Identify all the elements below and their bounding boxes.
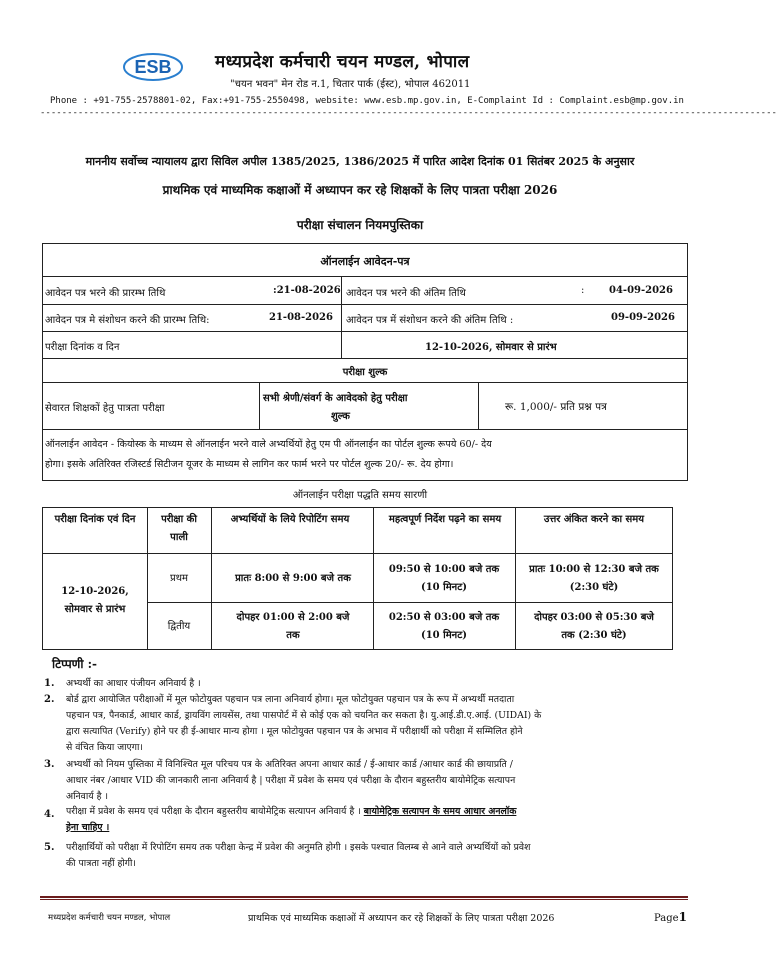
note-item xyxy=(66,804,686,836)
notes-title: टिप्पणी :- xyxy=(52,657,98,671)
fee-category-line1: सभी श्रेणी/संवर्ग के आवेदको हेतु परीक्षा xyxy=(263,393,408,404)
reporting-second-2: तक xyxy=(286,630,300,641)
portal-fee-note-line2: होगा। इसके अतिरिक्त रजिस्टर्ड सिटीजन यूजर के माध्यम से लागिन कर फार्म भरने पर पोर्टल शुल्क 20/- रू. देय होगा। xyxy=(45,459,454,470)
note-line: आधार नंबर /आधार VID की जानकारी लाना अनिवार्य है | परीक्षा में प्रवेश के समय एवं परीक्षा के दौरान बहुस्तरीय बायोमेट्रिक सत्यापन xyxy=(66,775,516,786)
online-form-table xyxy=(42,243,688,481)
portal-fee-note-line1: ऑनलाईन आवेदन - कियोस्क के माध्यम से ऑनलाईन भरने वाले अभ्यर्थियों हेतु एम पी ऑनलाईन का पोर्टल शुल्क रूपये 60/- देय xyxy=(45,439,492,450)
footer-rule-thin xyxy=(40,899,688,900)
fee-exam-label: सेवारत शिक्षकों हेतु पात्रता परीक्षा xyxy=(45,403,165,414)
note-number: 1. xyxy=(44,678,55,689)
fee-amount: रू. 1,000/- प्रति प्रश्न पत्र xyxy=(505,401,607,413)
exam-title: प्राथमिक एवं माध्यमिक कक्षाओं में अध्यापन कर रहे शिक्षकों के लिए पात्रता परीक्षा 2026 xyxy=(162,183,558,197)
logo-text: ESB xyxy=(134,57,172,77)
note-line: की पात्रता नहीं होगी। xyxy=(66,858,136,869)
reporting-second: दोपहर 01:00 से 2:00 बजे xyxy=(236,612,350,623)
start-date-label: आवेदन पत्र भरने की प्रारम्भ तिथि xyxy=(45,288,166,299)
header-instruction-time: महत्वपूर्ण निर्देश पढ़ने का समय xyxy=(388,514,502,525)
online-form-title: ऑनलाईन आवेदन-पत्र xyxy=(320,255,410,268)
note-line: पहचान पत्र, पैनकार्ड, आधार कार्ड, ड्रायविंग लायसेंस, तथा पासपोर्ट में से कोई एक को चयनित कर सकता है। यु.आई.डी.ए.आई. (UIDAI) के xyxy=(66,710,542,721)
note-item xyxy=(66,676,686,692)
last-date-value: 04-09-2026 xyxy=(609,285,673,296)
header-shift: परीक्षा की पाली xyxy=(161,514,197,543)
last-date-label: आवेदन पत्र भरने की अंतिम तिथि xyxy=(346,288,466,299)
instructions-first-duration: (10 मिनट) xyxy=(420,582,468,593)
esb-logo xyxy=(122,52,184,82)
answer-second: दोपहर 03:00 से 05:30 बजे xyxy=(534,612,654,623)
exam-date-value: 12-10-2026, सोमवार से प्रारंभ xyxy=(425,342,557,353)
schedule-day: सोमवार से प्रारंभ xyxy=(64,604,126,615)
start-date-value: :21-08-2026 xyxy=(273,285,341,296)
schedule-caption: ऑनलाईन परीक्षा पद्धति समय सारणी xyxy=(292,490,428,501)
note-item xyxy=(66,692,686,756)
org-title: मध्यप्रदेश कर्मचारी चयन मण्डल, भोपाल xyxy=(215,52,470,72)
note-item xyxy=(66,840,686,872)
fee-category-line2: शुल्क xyxy=(331,411,350,422)
header-reporting-time: अभ्यर्थियों के लिये रिपोटिंग समय xyxy=(230,514,350,525)
shift-second: द्वितीय xyxy=(167,621,191,632)
page-label: Page xyxy=(654,913,679,924)
instructions-first: 09:50 से 10:00 बजे तक xyxy=(388,564,500,575)
reporting-first: प्रातः 8:00 से 9:00 बजे तक xyxy=(235,573,351,584)
court-order-heading: माननीय सर्वोच्च न्यायालय द्वारा सिविल अपील 1385/2025, 1386/2025 में पारित आदेश दिनांक 01 सितंबर 2025 के अनुसार xyxy=(85,155,635,168)
footer-exam-title: प्राथमिक एवं माध्यमिक कक्षाओं में अध्यापन कर रहे शिक्षकों के लिए पात्रता परीक्षा 2026 xyxy=(248,913,555,924)
answer-second-duration: तक (2:30 घंटे) xyxy=(561,630,627,641)
footer-rule xyxy=(40,896,688,898)
note-line: द्वारा सत्यापित (Verify) होने पर ही ई-आधार मान्य होगा । मूल फोटोयुक्त पहचान पत्र के अभाव में परीक्षार्थी को परीक्षा में सम्मिलित होने xyxy=(66,726,523,737)
note-line: से वंचित किया जाएगा। xyxy=(66,742,143,753)
header-exam-date: परीक्षा दिनांक एवं दिन xyxy=(54,514,136,525)
fee-title: परीक्षा शुल्क xyxy=(342,367,388,378)
page-number xyxy=(654,910,687,924)
note-line: बोर्ड द्वारा आयोजित परीक्षाओं में मूल फोटोयुक्त पहचान पत्र लाना अनिवार्य होगा। मूल फोटोयुक्त पहचान पत्र के रूप में अभ्यर्थी मतदाता xyxy=(66,694,515,705)
edit-start-value: 21-08-2026 xyxy=(269,312,333,323)
org-address: "चयन भवन" मेन रोड न.1, चितार पार्क (ईस्ट), भोपाल 462011 xyxy=(230,79,471,90)
instructions-second-duration: (10 मिनट) xyxy=(420,630,468,641)
note-number: 4. xyxy=(44,809,55,820)
footer-org: मध्यप्रदेश कर्मचारी चयन मण्डल, भोपाल xyxy=(48,913,171,923)
note-number: 2. xyxy=(44,694,55,705)
note-line: अभ्यर्थी का आधार पंजीयन अनिवार्य है । xyxy=(66,678,201,689)
exam-date-label: परीक्षा दिनांक व दिन xyxy=(45,342,120,353)
biometric-warning-cont: हेना चाहिए । xyxy=(66,822,110,833)
note-line xyxy=(66,804,686,820)
note-line: अभ्यर्थी को नियम पुस्तिका में विनिश्चित मूल परिचय पत्र के अतिरिक्त अपना आधार कार्ड / ई-आधार कार्ड /आधार कार्ड की छायाप्रति / xyxy=(66,759,513,770)
header-answer-time: उत्तर अंकित करने का समय xyxy=(543,514,645,525)
note-item xyxy=(66,757,686,805)
edit-start-label: आवेदन पत्र मे संशोधन करने की प्रारम्भ तिथि: xyxy=(45,315,210,326)
answer-first: प्रातः 10:00 से 12:30 बजे तक xyxy=(529,564,659,575)
note-line: परीक्षार्थियों को परीक्षा में रिपोटिंग समय तक परीक्षा केन्द्र में प्रवेश की अनुमति होगी । इसके पश्चात विलम्ब से आने वाले अभ्यर्थियों को प्रवेश xyxy=(66,842,531,853)
note-number: 5. xyxy=(44,842,55,853)
instructions-second: 02:50 से 03:00 बजे तक xyxy=(388,612,500,623)
shift-first: प्रथम xyxy=(169,573,189,584)
answer-first-duration: (2:30 घंटे) xyxy=(569,582,619,593)
page-num-value: 1 xyxy=(678,910,687,924)
note-number: 3. xyxy=(44,759,55,770)
header-divider: ---------------------------------------------------------------------------------------------------------------------------------------- xyxy=(40,108,777,118)
note-line: अनिवार्य है । xyxy=(66,791,109,802)
edit-last-value: 09-09-2026 xyxy=(611,312,675,323)
schedule-table xyxy=(42,507,673,650)
biometric-warning: बायोमेट्रिक सत्यापन के समय आधार अनलॉक xyxy=(363,806,517,817)
org-contact: Phone : +91-755-2578801-02, Fax:+91-755-2550498, website: www.esb.mp.gov.in, E-Complaint Id : Complaint.esb@mp.gov.in xyxy=(50,96,684,106)
note-text: परीक्षा में प्रवेश के समय एवं परीक्षा के दौरान बहुस्तरीय बायोमेट्रिक सत्यापन अनिवार्य है । xyxy=(66,806,361,817)
schedule-date: 12-10-2026, xyxy=(61,586,129,597)
edit-last-label: आवेदन पत्र में संशोधन करने की अंतिम तिथि : xyxy=(346,315,514,326)
rulebook-title: परीक्षा संचालन नियमपुस्तिका xyxy=(296,218,424,232)
last-date-colon: : xyxy=(581,285,585,296)
